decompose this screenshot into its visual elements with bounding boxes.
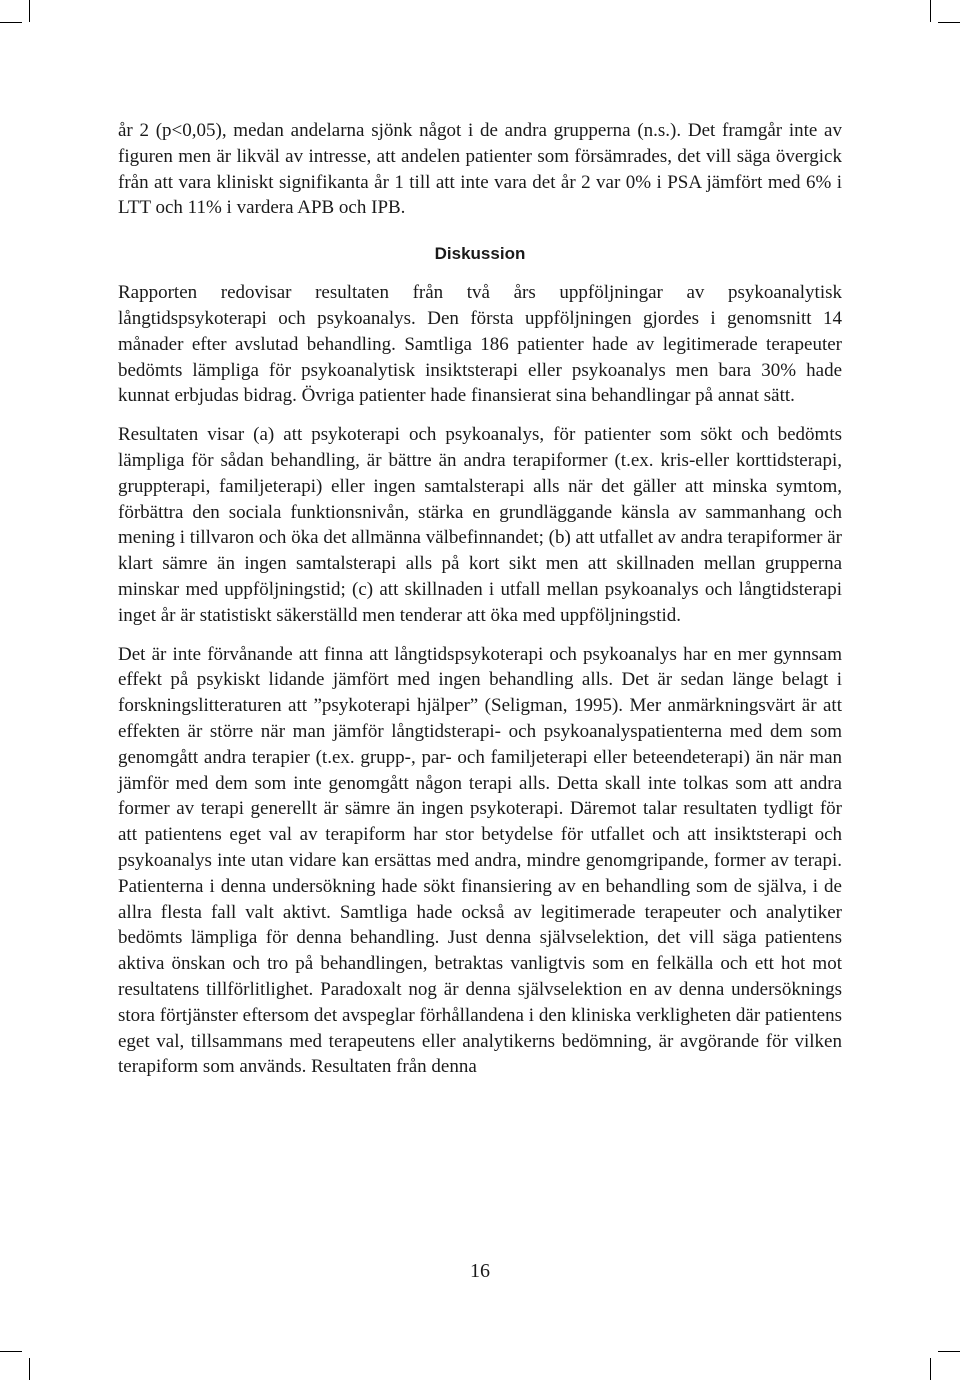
crop-mark-bottom-left-h — [0, 1351, 22, 1352]
crop-mark-bottom-right-v — [930, 1358, 931, 1380]
crop-mark-top-right-v — [930, 0, 931, 22]
crop-mark-top-left-h — [0, 22, 22, 23]
crop-mark-bottom-right-h — [938, 1351, 960, 1352]
section-heading: Diskussion — [434, 244, 526, 264]
body-paragraph-2: Resultaten visar (a) att psykoterapi och psykoanalys, för patienter som sökt och bedömts lämpliga för sådan behandling, är bättre än andra terapiformer (t.ex. kris-eller korttidsterapi, gruppterapi, familjeterapi) eller ingen samtalsterapi alls när det gäller att minska symtom, förbättra den sociala funktionsnivån, stärka en grundläggande känsla av sammanhang och mening i tillvaron och öka det allmänna välbefinnandet; (b) att utfallet av andra terapiformer är klart sämre än ingen samtalsterapi alls på kort sikt men att skillnaden mellan grupperna minskar med uppföljningstid; (c) att skillnaden i utfall mellan psykoanalys och långtidsterapi inget år är statistiskt säkerställd men tenderar att öka med uppföljningstid. — [118, 424, 842, 626]
page-number: 16 — [470, 1260, 490, 1282]
crop-mark-bottom-left-v — [29, 1358, 30, 1380]
intro-paragraph: år 2 (p<0,05), medan andelarna sjönk något i de andra grupperna (n.s.). Det framgår inte av figuren men är likväl av intresse, att andelen patienter som försämrades, det vill säga övergick från att vara kliniskt signifikanta år 1 till att inte vara det år 2 var 0% i PSA jämfört med 6% i LTT och 11% i vardera APB och IPB. — [118, 120, 842, 219]
body-paragraph-3: Det är inte förvånande att finna att långtidspsykoterapi och psykoanalys har en mer gynnsam effekt på psykiskt lidande jämfört med ingen behandling alls. Det är sedan länge belagt i forskningslitteraturen att ”psykoterapi hjälper” (Seligman, 1995). Mer anmärkningsvärt är att effekten är större när man jämför långtidsterapi- och psykoanalyspatienterna med dem som genomgått andra terapier (t.ex. grupp-, par- och familjeterapi eller beteendeterapi) än när man jämför med dem som inte genomgått någon terapi alls. Detta skall inte tolkas som att andra former av terapi generellt är sämre än ingen psykoterapi. Däremot talar resultaten tydligt för att patientens eget val av terapiform har stor betydelse för utfallet och att insiktsterapi och psykoanalys inte utan vidare kan ersättas med andra, mindre genomgripande, former av terapi. Patienterna i denna undersökning hade sökt finansiering av en behandling som de själva, i de allra flesta fall valt aktivt. Samtliga hade också av legitimerade terapeuter och analytiker bedömts lämpliga för denna behandling. Just denna självselektion, det vill säga patientens aktiva önskan och tro på behandlingen, betraktas vanligtvis som en felkälla och ett hot mot resultatens tillförlitlighet. Paradoxalt nog är denna självselektion en av denna undersöknings stora förtjänster eftersom det avspeglar förhållandena i den kliniska verkligheten där patientens eget val, tillsammans med terapeutens eller analytikerns bedömning, är avgörande för vilken terapiform som används. Resultaten från denna — [118, 643, 842, 1078]
page-body — [118, 118, 842, 1080]
crop-mark-top-right-h — [938, 22, 960, 23]
body-paragraph-1: Rapporten redovisar resultaten från två års uppföljningar av psykoanalytisk långtidspsykoterapi och psykoanalys. Den första uppföljningen gjordes i genomsnitt 14 månader efter avslutad behandling. Samtliga 186 patienter hade av legitimerade terapeuter bedömts lämpliga för psykoanalytisk insiktsterapi eller psykoanalys men bara 30% hade kunnat erbjudas bidrag. Övriga patienter hade finansierat sina behandlingar på annat sätt. — [118, 282, 842, 407]
crop-mark-top-left-v — [29, 0, 30, 22]
